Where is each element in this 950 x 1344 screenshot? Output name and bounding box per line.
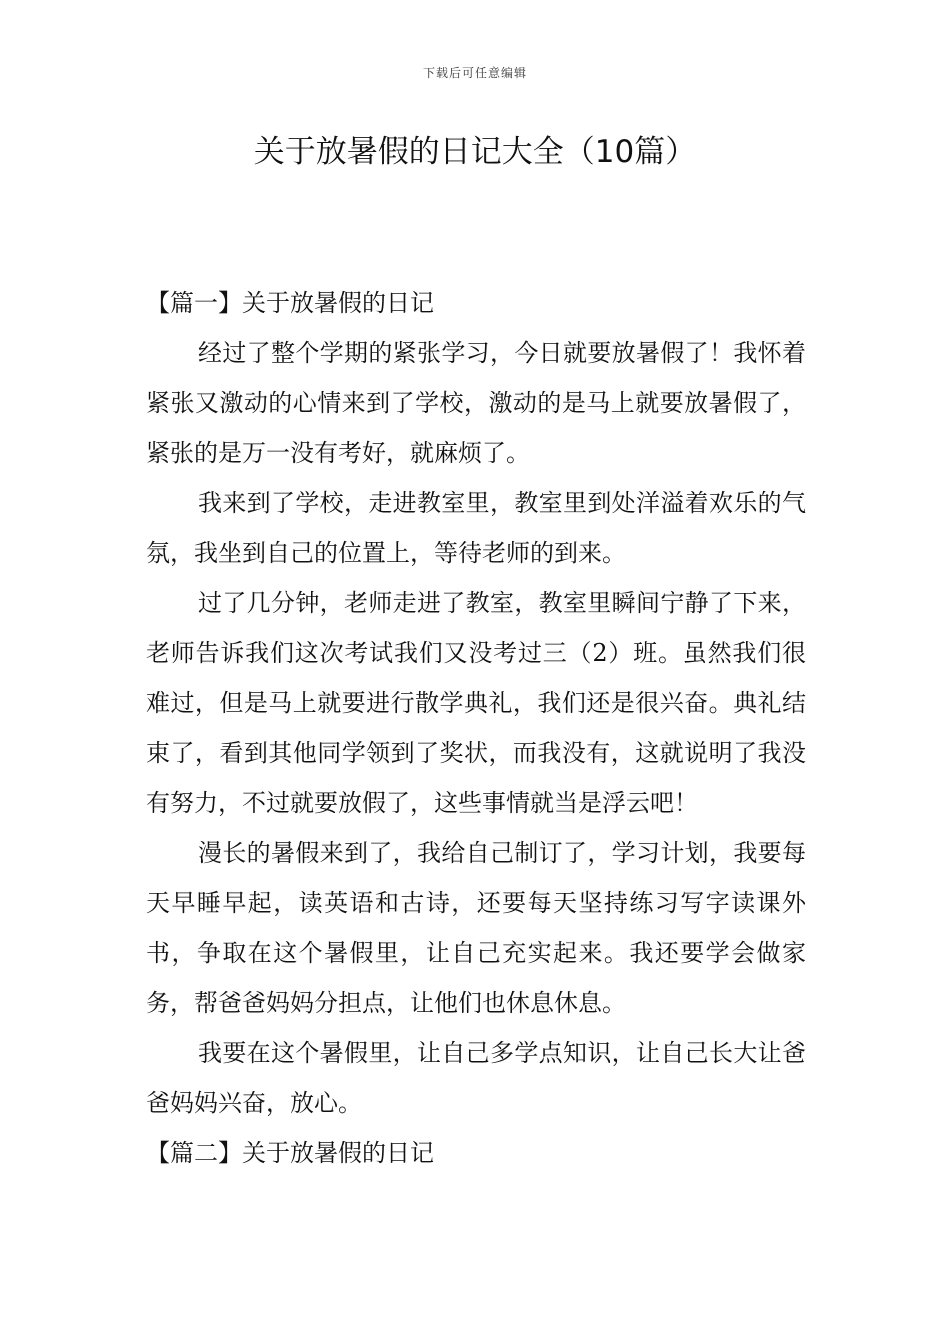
paragraph: 我要在这个暑假里，让自己多学点知识，让自己长大让爸爸妈妈兴奋，放心。 [146, 1039, 806, 1117]
paragraph: 我来到了学校，走进教室里，教室里到处洋溢着欢乐的气氛，我坐到自己的位置上，等待老师的到来。 [146, 489, 806, 567]
paragraph: 经过了整个学期的紧张学习，今日就要放暑假了！我怀着紧张又激动的心情来到了学校，激动的是马上就要放暑假了，紧张的是万一没有考好，就麻烦了。 [146, 339, 806, 467]
paragraph: 漫长的暑假来到了，我给自己制订了，学习计划，我要每天早睡早起，读英语和古诗，还要每天坚持练习写字读课外书，争取在这个暑假里，让自己充实起来。我还要学会做家务，帮爸爸妈妈分担点，让他们也休息休息。 [146, 839, 806, 1017]
document-title: 关于放暑假的日记大全（10篇） [253, 134, 697, 170]
section-heading-2: 【篇二】关于放暑假的日记 [146, 1139, 434, 1167]
header-note: 下载后可任意编辑 [422, 66, 527, 80]
document-body [146, 278, 806, 1178]
section-heading-1: 【篇一】关于放暑假的日记 [146, 289, 434, 317]
paragraph: 过了几分钟，老师走进了教室，教室里瞬间宁静了下来，老师告诉我们这次考试我们又没考过三（2）班。虽然我们很难过，但是马上就要进行散学典礼，我们还是很兴奋。典礼结束了，看到其他同学领到了奖状，而我没有，这就说明了我没有努力，不过就要放假了，这些事情就当是浮云吧！ [146, 589, 806, 817]
